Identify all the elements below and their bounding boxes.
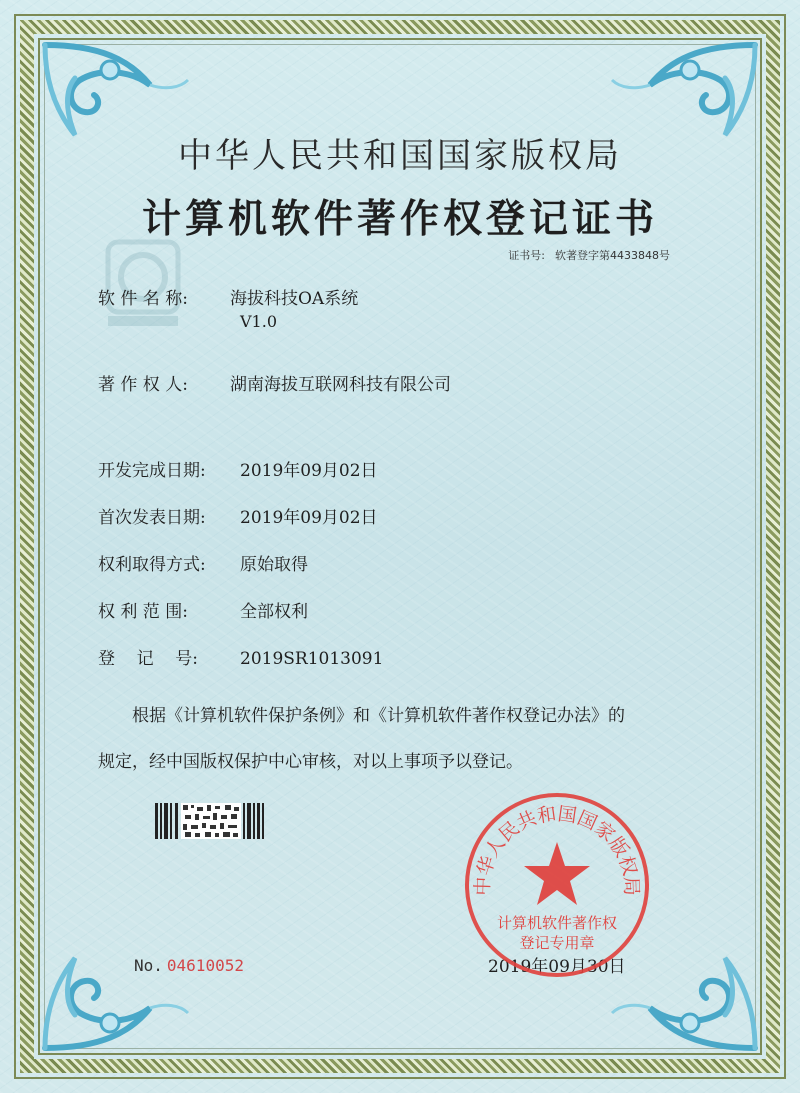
scope-label: 权 利 范 围: xyxy=(98,602,188,622)
owner-value: 湖南海拔互联网科技有限公司 xyxy=(230,375,451,395)
barcode-image xyxy=(155,803,267,839)
seal-inner-line-2: 登记专用章 xyxy=(519,934,595,952)
certificate-number-label: 证书号: xyxy=(508,249,545,262)
certificate-title: 计算机软件著作权登记证书 xyxy=(141,196,658,242)
serial-number xyxy=(134,956,244,975)
scope-value: 全部权利 xyxy=(240,602,308,622)
serial-number-value: 04610052 xyxy=(166,956,244,975)
acquisition-label: 权利取得方式: xyxy=(98,555,206,575)
field-pub-date xyxy=(98,503,378,528)
registration-number-value: 2019SR1013091 xyxy=(240,649,384,669)
software-name-value: 海拔科技OA系统 xyxy=(230,289,359,309)
field-software-name xyxy=(98,284,358,309)
field-registration-number xyxy=(98,644,383,669)
dev-date-value: 2019年09月02日 xyxy=(240,461,378,481)
issuer-title: 中华人民共和国国家版权局 xyxy=(178,136,622,176)
software-name-label: 软 件 名 称: xyxy=(98,289,188,309)
software-version: V1.0 xyxy=(240,312,277,331)
seal-outer-text: 中华人民共和国国家版权局 xyxy=(471,802,643,897)
field-scope xyxy=(98,597,308,622)
owner-label: 著 作 权 人: xyxy=(98,375,188,395)
statement-line-2: 规定，经中国版权保护中心审核，对以上事项予以登记。 xyxy=(98,752,523,772)
certificate-number-value: 软著登字第4433848号 xyxy=(555,249,670,262)
statement-line-1 xyxy=(98,693,718,739)
serial-number-label: No. xyxy=(134,956,163,975)
issue-date: 2019年09月30日 xyxy=(488,957,626,977)
seal-inner-line-1: 计算机软件著作权 xyxy=(496,914,618,932)
field-owner xyxy=(98,370,451,395)
field-acquisition xyxy=(98,550,308,575)
certificate-number xyxy=(508,247,670,263)
official-seal xyxy=(462,790,652,980)
statement-line-1-text: 根据《计算机软件保护条例》和《计算机软件著作权登记办法》的 xyxy=(132,706,625,726)
pub-date-label: 首次发表日期: xyxy=(98,508,206,528)
pub-date-value: 2019年09月02日 xyxy=(240,508,378,528)
field-dev-date xyxy=(98,456,378,481)
seal-star-icon xyxy=(524,842,590,905)
registration-number-label: 登 记 号: xyxy=(98,649,198,669)
statement-paragraph xyxy=(98,693,718,785)
dev-date-label: 开发完成日期: xyxy=(98,461,206,481)
acquisition-value: 原始取得 xyxy=(240,555,308,575)
